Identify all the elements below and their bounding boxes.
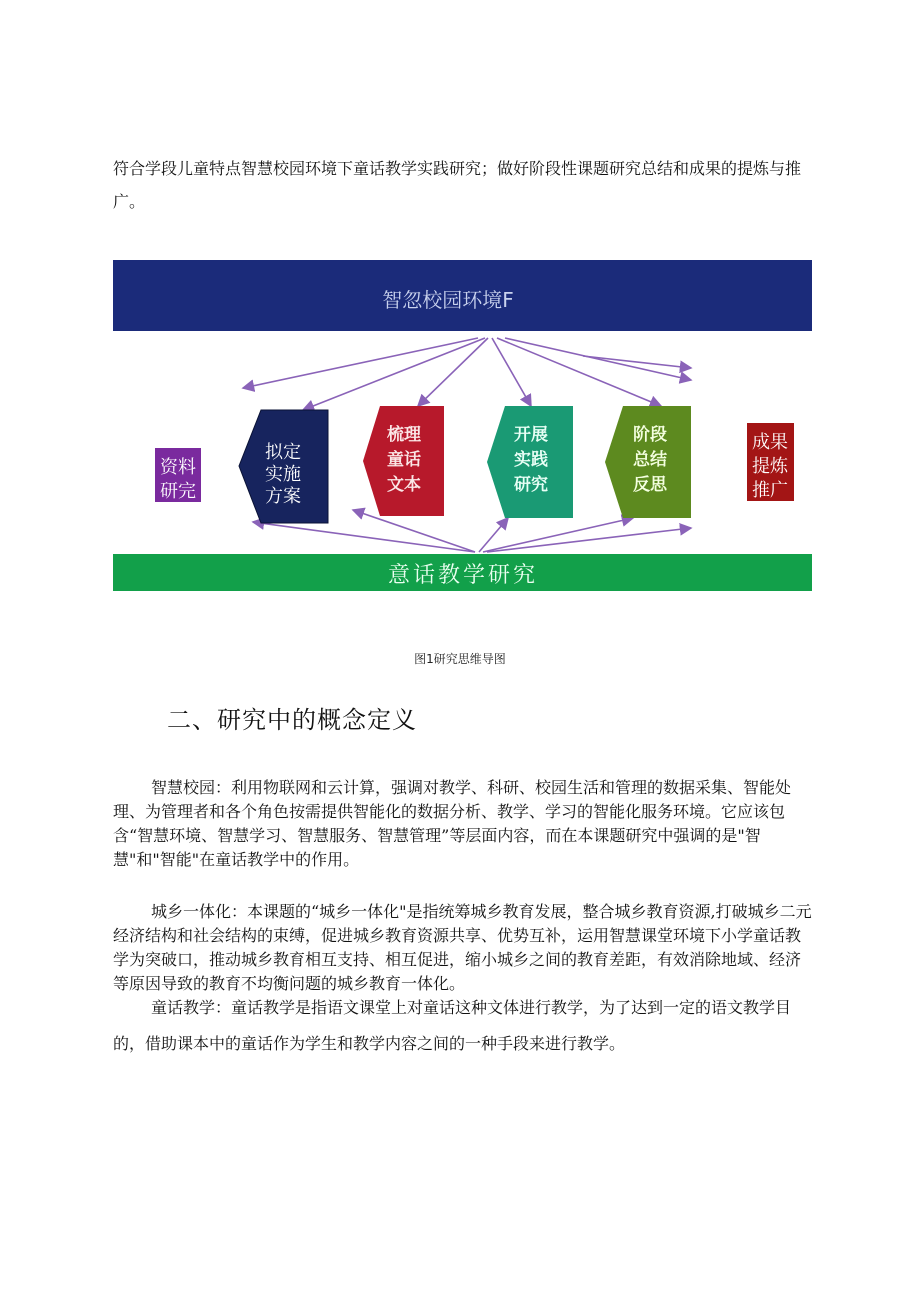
step-line: 实践 bbox=[514, 450, 548, 470]
left-box-line: 研完 bbox=[160, 481, 196, 502]
step-3 bbox=[487, 406, 573, 518]
figure-caption: 图1研究思维导图 bbox=[414, 652, 506, 666]
right-box-line: 成果 bbox=[752, 432, 788, 453]
right-box bbox=[747, 423, 794, 501]
step-line: 童话 bbox=[387, 450, 421, 470]
step-4 bbox=[605, 406, 691, 518]
step-line: 研究 bbox=[514, 475, 548, 495]
definition-smart-campus: 智慧校园：利用物联网和云计算，强调对教学、科研、校园生活和管理的数据采集、智能处理、为管理者和各个角色按需提供智能化的数据分析、教学、学习的智能化服务环境。它应该包含“智慧环境、智慧学习、智慧服务、智慧管理”等层面内容，而在本课题研究中强调的是"智慧"和"智能"在童话教学中的作用。 bbox=[113, 778, 792, 869]
step-line: 总结 bbox=[633, 450, 667, 470]
right-box-line: 推广 bbox=[752, 480, 788, 501]
section-heading: 二、研究中的概念定义 bbox=[167, 706, 417, 734]
step-line: 拟定 bbox=[265, 442, 301, 463]
left-box bbox=[155, 448, 201, 502]
intro-paragraph: 符合学段儿童特点智慧校园环境下童话教学实践研究；做好阶段性课题研究总结和成果的提炼与推广。 bbox=[113, 159, 802, 211]
step-line: 实施 bbox=[265, 464, 301, 485]
bottom-banner-label: 意话教学研究 bbox=[387, 563, 539, 588]
step-line: 反思 bbox=[633, 475, 667, 495]
definition-fairy-tale: 童话教学：童话教学是指语文课堂上对童话这种文体进行教学，为了达到一定的语文教学目的，借助课本中的童话作为学生和教学内容之间的一种手段来进行教学。 bbox=[113, 998, 792, 1053]
step-2 bbox=[363, 406, 444, 516]
step-line: 梳理 bbox=[387, 425, 421, 445]
step-line: 阶段 bbox=[633, 425, 667, 445]
step-line: 文本 bbox=[387, 475, 421, 495]
research-mind-map bbox=[113, 260, 812, 591]
right-box-line: 提炼 bbox=[752, 456, 788, 477]
step-line: 开展 bbox=[514, 425, 548, 445]
left-box-line: 资料 bbox=[160, 457, 196, 478]
top-banner-label: 智忽校园环境F bbox=[382, 288, 514, 312]
definition-urban-rural: 城乡一体化：本课题的“城乡一体化"是指统筹城乡教育发展，整合城乡教育资源,打破城乡二元经济结构和社会结构的束缚，促进城乡教育资源共享、优势互补，运用智慧课堂环境下小学童话教学为突破口，推动城乡教育相互支持、相互促进，缩小城乡之间的教育差距，有效消除地域、经济等原因导致的教育不均衡问题的城乡教育一体化。 bbox=[113, 902, 812, 993]
step-line: 方案 bbox=[265, 486, 301, 507]
